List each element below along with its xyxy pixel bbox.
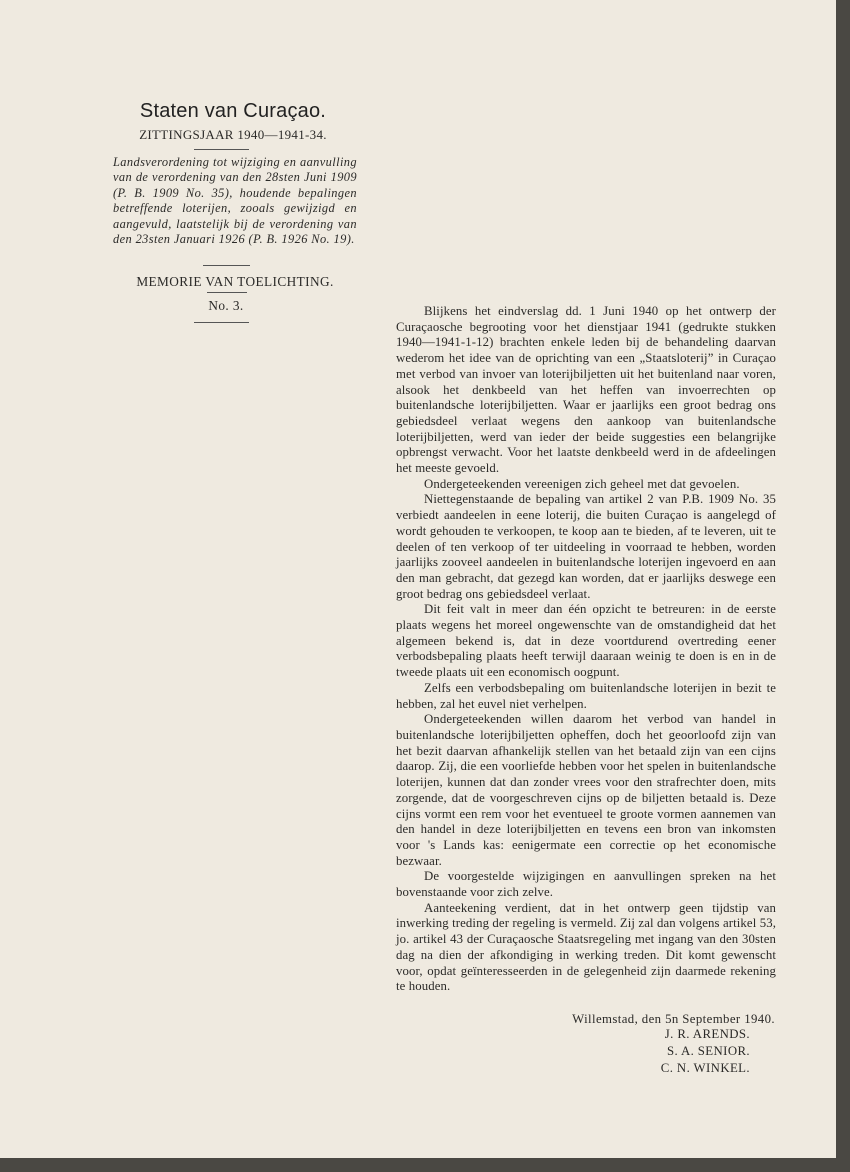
- scan-edge-right: [836, 0, 850, 1172]
- signatory: S. A. SENIOR.: [666, 1044, 750, 1058]
- subject-text: Landsverordening tot wijziging en aanvulling van de verordening van den 28sten Juni 1909 (P. B. 1909 No. 35), houdende bepalingen betreffende loterijen, zooals gewijzigd en aangevuld, laatstelijk bij de verordening van den 23sten Januari 1926 (P. B. 1926 No. 19).: [113, 155, 357, 247]
- divider-rule: [207, 292, 247, 293]
- body-paragraph: Zelfs een verbodsbepaling om buitenlandsche loterijen in bezit te hebben, zal het euvel niet verhelpen.: [396, 680, 776, 711]
- divider-rule: [203, 265, 250, 266]
- body-paragraph: Blijkens het eindverslag dd. 1 Juni 1940 op het ontwerp der Curaçaosche begrooting voor het dienstjaar 1941 (gedrukte stukken 1940—1941-1-12) brachten enkele leden bij de behandeling daarvan wederom het idee van de oprichting van een „Staatsloterij” in Curaçao met verbod van invoer van loterijbiljetten uit het buitenland naar voren, alsook het denkbeeld van het heffen van invoerrechten op buitenlandsche loterijbiljetten. Waar er jaarlijks een groot bedrag ons gebiedsdeel verlaat wegens den aankoop van buitenlandsche loterijbiljetten, werd van ieder der beide suggesties een belangrijke opbrengst verwacht. Voor het laatste denkbeeld werd in de afdeelingen het meeste gevoeld.: [396, 304, 776, 476]
- scan-edge-bottom: [0, 1158, 850, 1172]
- body-paragraph: Aanteekening verdient, dat in het ontwerp geen tijdstip van inwerking treding der regeling is vermeld. Zij zal dan volgens artikel 53, jo. artikel 43 der Curaçaosche Staatsregeling met ingang van den 30sten dag na dien der afkondiging in werking treden. Dit komt gewenscht voor, opdat geïnteresseerden in de gelegenheid zijn daarmede rekening te houden.: [396, 900, 776, 994]
- memorie-number: No. 3.: [208, 298, 244, 313]
- memorie-body: [396, 304, 776, 995]
- signatory: C. N. WINKEL.: [660, 1061, 750, 1075]
- signatory: J. R. ARENDS.: [664, 1027, 750, 1041]
- body-paragraph: Ondergeteekenden willen daarom het verbod van handel in buitenlandsche loterijbiljetten opheffen, doch het geoorloofd zijn van het bezit daarvan afhankelijk stellen van het betaald zijn van een cijns daarop. Zij, die een voorliefde hebben voor het spelen in buitenlandsche loterijen, kunnen dat dan zonder vrees voor den strafrechter doen, mits zorgende, dat de voorgeschreven cijns op de biljetten betaald is. Deze cijns vormt een rem voor het eventueel te groote vormen aannemen van den handel in deze loterijbiljetten en tevens een bron van inkomsten voor 's Lands kas: eenigermate een correctie op het economische bezwaar.: [396, 712, 776, 868]
- session-year: ZITTINGSJAAR 1940—1941-34.: [139, 127, 327, 142]
- body-paragraph: Niettegenstaande de bepaling van artikel 2 van P.B. 1909 No. 35 verbiedt aandeelen in eene loterij, die buiten Curaçao is aangelegd of wordt gehouden te verkoopen, te koop aan te bieden, af te leveren, uit te deelen of ten verkoop of ter uitdeeling in voorraad te hebben, worden jaarlijks zooveel aandeelen in buitenlandsche loterijen ingevoerd en aan den man gebracht, dat gezegd kan worden, dat er jaarlijks deswege een groot bedrag ons gebiedsdeel verlaat.: [396, 492, 776, 601]
- document-title: Staten van Curaçao.: [139, 100, 327, 122]
- divider-rule: [194, 322, 249, 323]
- body-paragraph: Ondergeteekenden vereenigen zich geheel met dat gevoelen.: [424, 476, 740, 491]
- body-paragraph: Dit feit valt in meer dan één opzicht te betreuren: in de eerste plaats wegens het moreel ongewenschte van de omstandigheid dat het algemeen bekend is, dat in deze voortdurend overtreding eener verbodsbepaling plaats heeft terwijl daaraan weinig te doen is en in de tweede plaats uit een economisch oogpunt.: [396, 602, 776, 680]
- memorie-heading: MEMORIE VAN TOELICHTING.: [136, 274, 334, 289]
- place-date: Willemstad, den 5n September 1940.: [572, 1012, 775, 1026]
- body-paragraph: De voorgestelde wijzigingen en aanvullingen spreken na het bovenstaande voor zich zelve.: [396, 869, 776, 900]
- divider-rule: [194, 149, 249, 150]
